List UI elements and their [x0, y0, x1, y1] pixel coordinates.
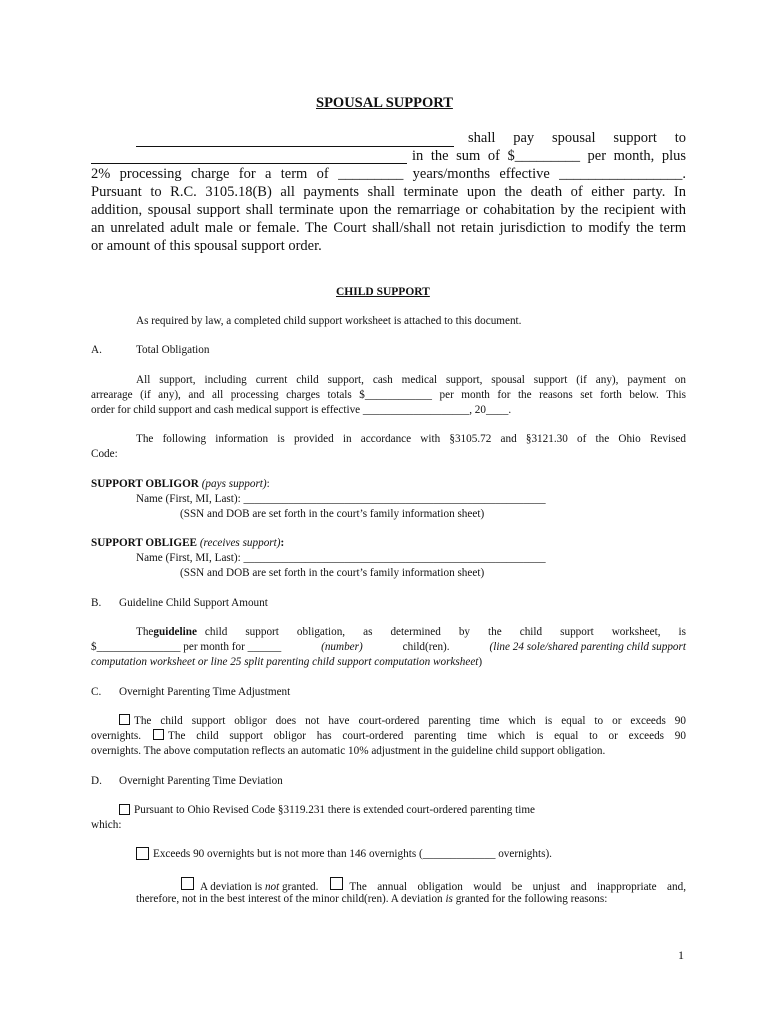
deviation-l2b: granted for the following reasons: [455, 893, 608, 905]
deviation-a: A deviation is [200, 881, 263, 893]
deviation-granted: granted. [282, 881, 319, 893]
section-a-p1-l2: arrearage (if any), and all processing charges totals $____________ per month for the reasons set forth below. This [91, 389, 686, 401]
section-d-l2: which: [91, 819, 122, 831]
section-b-children: child(ren). [402, 641, 450, 653]
section-d-letter: D. [91, 775, 102, 787]
section-c-overnights: overnights. [91, 730, 142, 742]
section-b-l2 [91, 640, 686, 655]
section-b-guideline: guideline [153, 626, 197, 638]
section-c-l2-text: The child support obligor has court-ordered parenting time which is equal to or exceeds 90 [168, 730, 686, 742]
section-b-number: (number) [321, 641, 363, 653]
section-b-close-paren: ) [478, 656, 483, 668]
spousal-support-title: SPOUSAL SUPPORT [316, 95, 453, 111]
section-c-letter: C. [91, 686, 102, 698]
section-a-p2-l2: Code: [91, 448, 118, 460]
section-c-l3: overnights. The above computation reflects an automatic 10% adjustment in the guideline child support obligation. [91, 745, 606, 757]
obligee-ssn-note: (SSN and DOB are set forth in the court’s family information sheet) [180, 567, 485, 579]
section-b-l1-rest: child support obligation, as determined by the child support worksheet, is [204, 626, 686, 638]
spousal-line7: or amount of this spousal support order. [91, 238, 322, 254]
spousal-line2: in the sum of $_________ per month, plus [412, 148, 686, 164]
obligor-paren: (pays support) [201, 478, 267, 490]
deviation-c: The annual obligation would be unjust and inappropriate and, [349, 881, 686, 893]
obligee-heading [91, 536, 284, 551]
obligee-paren: (receives support) [199, 537, 281, 549]
section-b-amount[interactable]: $_______________ per month for ______ [91, 641, 282, 653]
section-b-letter: B. [91, 597, 102, 609]
section-d-l1 [119, 803, 535, 818]
obligee-name-blank[interactable] [91, 163, 407, 164]
section-a-title: Total Obligation [136, 344, 210, 356]
extended-parenting-time-checkbox[interactable] [119, 804, 130, 815]
deviation-not-granted-checkbox[interactable] [181, 877, 194, 890]
section-d-title: Overnight Parenting Time Deviation [119, 775, 283, 787]
section-c-l1 [119, 714, 686, 729]
obligor-colon: : [266, 478, 270, 490]
section-c-l1-text: The child support obligor does not have court-ordered parenting time which is equal to or exceeds 90 [134, 715, 686, 727]
section-b-l1 [136, 625, 686, 640]
section-b-line-ref-2: computation worksheet or line 25 split parenting child support computation worksheet [91, 656, 479, 668]
spousal-line1: shall pay spousal support to [468, 130, 686, 146]
section-d-l1-text: Pursuant to Ohio Revised Code §3119.231 there is extended court-ordered parenting time [134, 804, 535, 816]
spousal-line3: 2% processing charge for a term of _________ years/months effective _________________. [91, 166, 686, 182]
spousal-line4: Pursuant to R.C. 3105.18(B) all payments shall terminate upon the death of either party. In [91, 184, 686, 200]
spousal-line6: an unrelated adult male or female. The Court shall/shall not retain jurisdiction to modify the term [91, 220, 686, 236]
section-a-letter: A. [91, 344, 102, 356]
deviation-not: not [264, 881, 280, 893]
obligor-ssn-note: (SSN and DOB are set forth in the court’s family information sheet) [180, 508, 485, 520]
deviation-granted-checkbox[interactable] [330, 877, 343, 890]
section-c-title: Overnight Parenting Time Adjustment [119, 686, 291, 698]
section-d-exceeds [136, 847, 552, 862]
page-number: 1 [678, 948, 684, 962]
exceeds-90-checkbox[interactable] [136, 847, 149, 860]
section-a-p1-l3: order for child support and cash medical support is effective ___________________, 20____. [91, 404, 512, 416]
section-b-the: The [136, 626, 154, 638]
has-parenting-time-checkbox[interactable] [153, 729, 164, 740]
spousal-line5: addition, spousal support shall terminate upon the remarriage or cohabitation by the recipient with [91, 202, 686, 218]
section-a-p2-l1: The following information is provided in accordance with §3105.72 and §3121.30 of the Ohio Revised [136, 433, 686, 445]
child-support-title: CHILD SUPPORT [336, 286, 430, 298]
section-b-l3 [91, 655, 482, 670]
obligor-name-blank[interactable] [136, 146, 454, 147]
section-b-title: Guideline Child Support Amount [119, 597, 268, 609]
section-c-l2 [91, 729, 686, 744]
section-b-line-ref: (line 24 sole/shared parenting child support [489, 641, 686, 653]
deviation-is: is [445, 893, 453, 905]
obligee-colon: : [280, 537, 285, 549]
no-parenting-time-checkbox[interactable] [119, 714, 130, 725]
obligee-name-field[interactable]: Name (First, MI, Last): ______________________________________________________ [136, 552, 546, 564]
obligor-name-field[interactable]: Name (First, MI, Last): ______________________________________________________ [136, 493, 546, 505]
deviation-l2a: therefore, not in the best interest of the minor child(ren). A deviation [136, 893, 443, 905]
section-d-deviation-l2 [136, 892, 607, 907]
section-d-exceeds-text: Exceeds 90 overnights but is not more than 146 overnights (_____________ overnights). [153, 848, 552, 860]
obligor-heading [91, 477, 270, 492]
obligee-label: SUPPORT OBLIGEE [91, 537, 198, 549]
section-a-p1-l1: All support, including current child support, cash medical support, spousal support (if any), payment on [136, 374, 686, 386]
worksheet-note: As required by law, a completed child support worksheet is attached to this document. [136, 315, 522, 327]
obligor-label: SUPPORT OBLIGOR [91, 478, 199, 490]
